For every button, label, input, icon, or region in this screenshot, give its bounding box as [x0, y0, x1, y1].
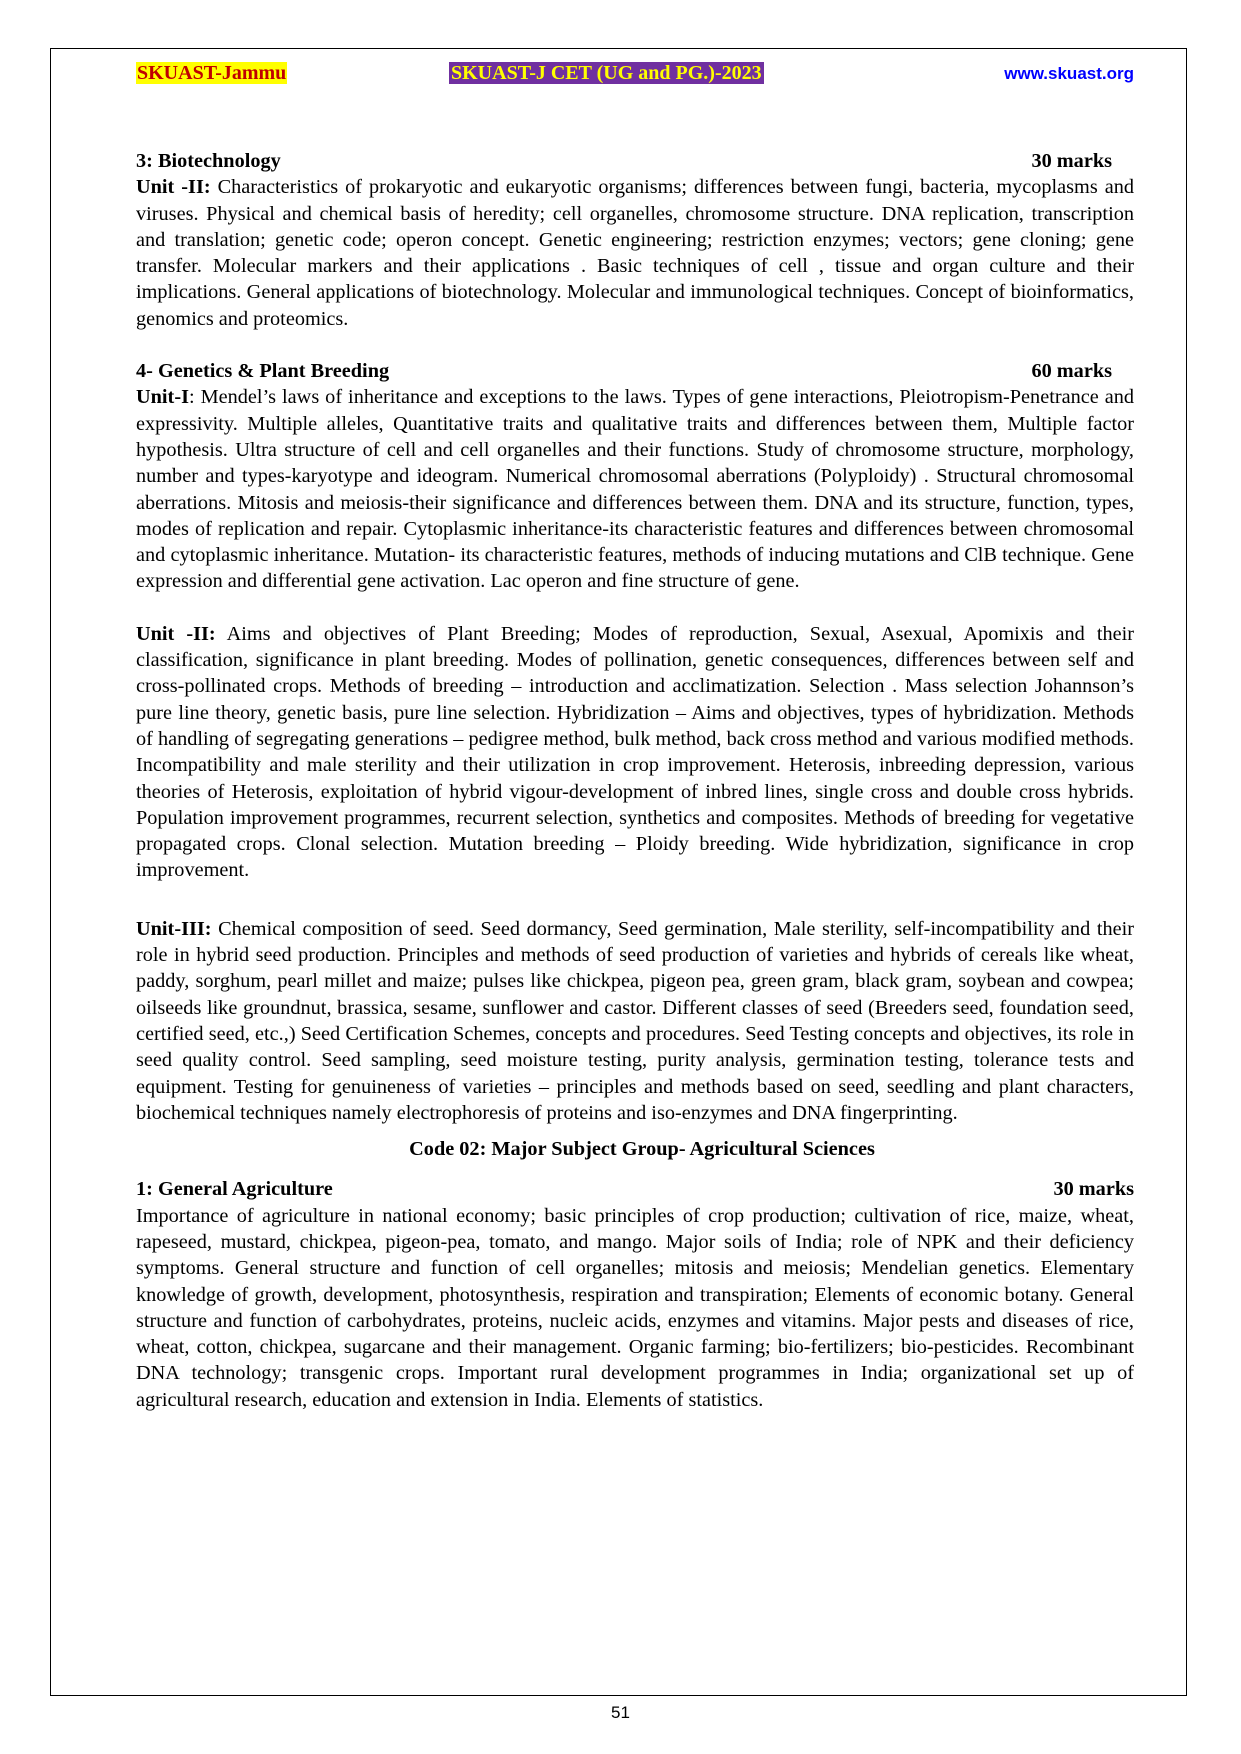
unit-text: Chemical composition of seed. Seed dormancy, Seed germination, Male sterility, self-incompatibility and their role in hybrid seed production. Principles and methods of seed production of varieties and hybrids of cereals like wheat, paddy, sorghum, pearl millet and maize; pulses like chickpea, pigeon pea, green gram, black gram, soybean and cowpea; oilseeds like groundnut, brassica, sesame, sunflower and castor. Different classes of seed (Breeders seed, foundation seed, certified seed, etc.,) Seed Certification Schemes, concepts and procedures. Seed Testing concepts and objectives, its role in seed quality control. Seed sampling, seed moisture testing, purity analysis, germination testing, tolerance tests and equipment. Testing for genuineness of varieties – principles and methods based on seed, seedling and plant characters, biochemical techniques namely electrophoresis of proteins and iso-enzymes and DNA fingerprinting. — [136, 917, 1134, 1124]
unit-text: Characteristics of prokaryotic and eukaryotic organisms; differences between fungi, bacteria, mycoplasms and viruses. Physical and chemical basis of heredity; cell organelles, chromosome structure. DNA replication, transcription and translation; genetic code; operon concept. Genetic engineering; restriction enzymes; vectors; gene cloning; gene transfer. Molecular markers and their applications . Basic techniques of cell , tissue and organ culture and their implications. General applications of biotechnology. Molecular and immunological techniques. Concept of bioinformatics, genomics and proteomics. — [136, 176, 1134, 330]
section-marks: 30 marks — [1031, 150, 1112, 172]
unit-label: Unit-III: — [136, 917, 212, 940]
general-agriculture-paragraph: Importance of agriculture in national economy; basic principles of crop production; cultivation of rice, maize, wheat, rapeseed, mustard, chickpea, pigeon-pea, tomato, and mango. Major soils of India; role of NPK and their deficiency symptoms. General structure and function of cell organelles; mitosis and meiosis; Mendelian genetics. Elementary knowledge of growth, development, photosynthesis, respiration and transpiration; Elements of economic botany. General structure and function of carbohydrates, proteins, nucleic acids, enzymes and vitamins. Major pests and diseases of rice, wheat, cotton, chickpea, sugarcane and their management. Organic farming; bio-fertilizers; bio-pesticides. Recombinant DNA technology; transgenic crops. Important rural development programmes in India; organizational set up of agricultural research, education and extension in India. Elements of statistics. — [136, 1204, 1134, 1411]
section-title: 4- Genetics & Plant Breeding — [136, 360, 390, 383]
page-content — [136, 148, 1134, 1413]
genetics-unit-3-paragraph — [136, 916, 1134, 1126]
header-website-link[interactable]: www.skuast.org — [1004, 64, 1134, 83]
page-header — [136, 62, 1134, 86]
section-heading-genetics — [136, 358, 1112, 384]
unit-text: Aims and objectives of Plant Breeding; Modes of reproduction, Sexual, Asexual, Apomixis and their classification, significance in plant breeding. Modes of pollination, genetic consequences, differences between self and cross-pollinated crops. Methods of breeding – introduction and acclimatization. Selection . Mass selection Johannson’s pure line theory, genetic basis, pure line selection. Hybridization – Aims and objectives, types of hybridization. Methods of handling of segregating generations – pedigree method, bulk method, back cross method and various modified methods. Incompatibility and male sterility and their utilization in crop improvement. Heterosis, inbreeding depression, various theories of Heterosis, exploitation of hybrid vigour-development of inbred lines, single cross and double cross hybrids. Population improvement programmes, recurrent selection, synthetics and composites. Methods of breeding for vegetative propagated crops. Clonal selection. Mutation breeding – Ploidy breeding. Wide hybridization, significance in crop improvement. — [136, 622, 1134, 882]
section-marks: 60 marks — [1031, 360, 1112, 383]
page-number: 51 — [611, 1703, 630, 1722]
unit-label: Unit-I — [136, 386, 189, 409]
section-heading-general-agriculture — [136, 1176, 1134, 1202]
section-title: 3: Biotechnology — [136, 150, 281, 172]
header-exam-title: SKUAST-J CET (UG and PG.)-2023 — [451, 62, 762, 84]
biotech-unit-2-paragraph — [136, 174, 1134, 332]
unit-label: Unit -II: — [136, 176, 211, 199]
section-heading-biotechnology — [136, 148, 1112, 174]
unit-label: Unit -II: — [136, 622, 216, 645]
genetics-unit-2-paragraph — [136, 621, 1134, 884]
section-title: 1: General Agriculture — [136, 1178, 333, 1201]
code-02-heading: Code 02: Major Subject Group- Agricultural Sciences — [409, 1138, 875, 1161]
section-marks: 30 marks — [1053, 1178, 1134, 1201]
header-institution: SKUAST-Jammu — [137, 62, 287, 84]
genetics-unit-1-paragraph — [136, 384, 1134, 594]
unit-text: : Mendel’s laws of inheritance and exceptions to the laws. Types of gene interactions, Pleiotropism-Penetrance and expressivity. Multiple alleles, Quantitative traits and qualitative traits and differences between them, Multiple factor hypothesis. Ultra structure of cell and cell organelles and their functions. Study of chromosome structure, morphology, number and types-karyotype and ideogram. Numerical chromosomal aberrations (Polyploidy) . Structural chromosomal aberrations. Mitosis and meiosis-their significance and differences between them. DNA and its structure, function, types, modes of replication and repair. Cytoplasmic inheritance-its characteristic features and differences between chromosomal and cytoplasmic inheritance. Mutation- its characteristic features, methods of inducing mutations and ClB technique. Gene expression and differential gene activation. Lac operon and fine structure of gene. — [136, 386, 1134, 593]
